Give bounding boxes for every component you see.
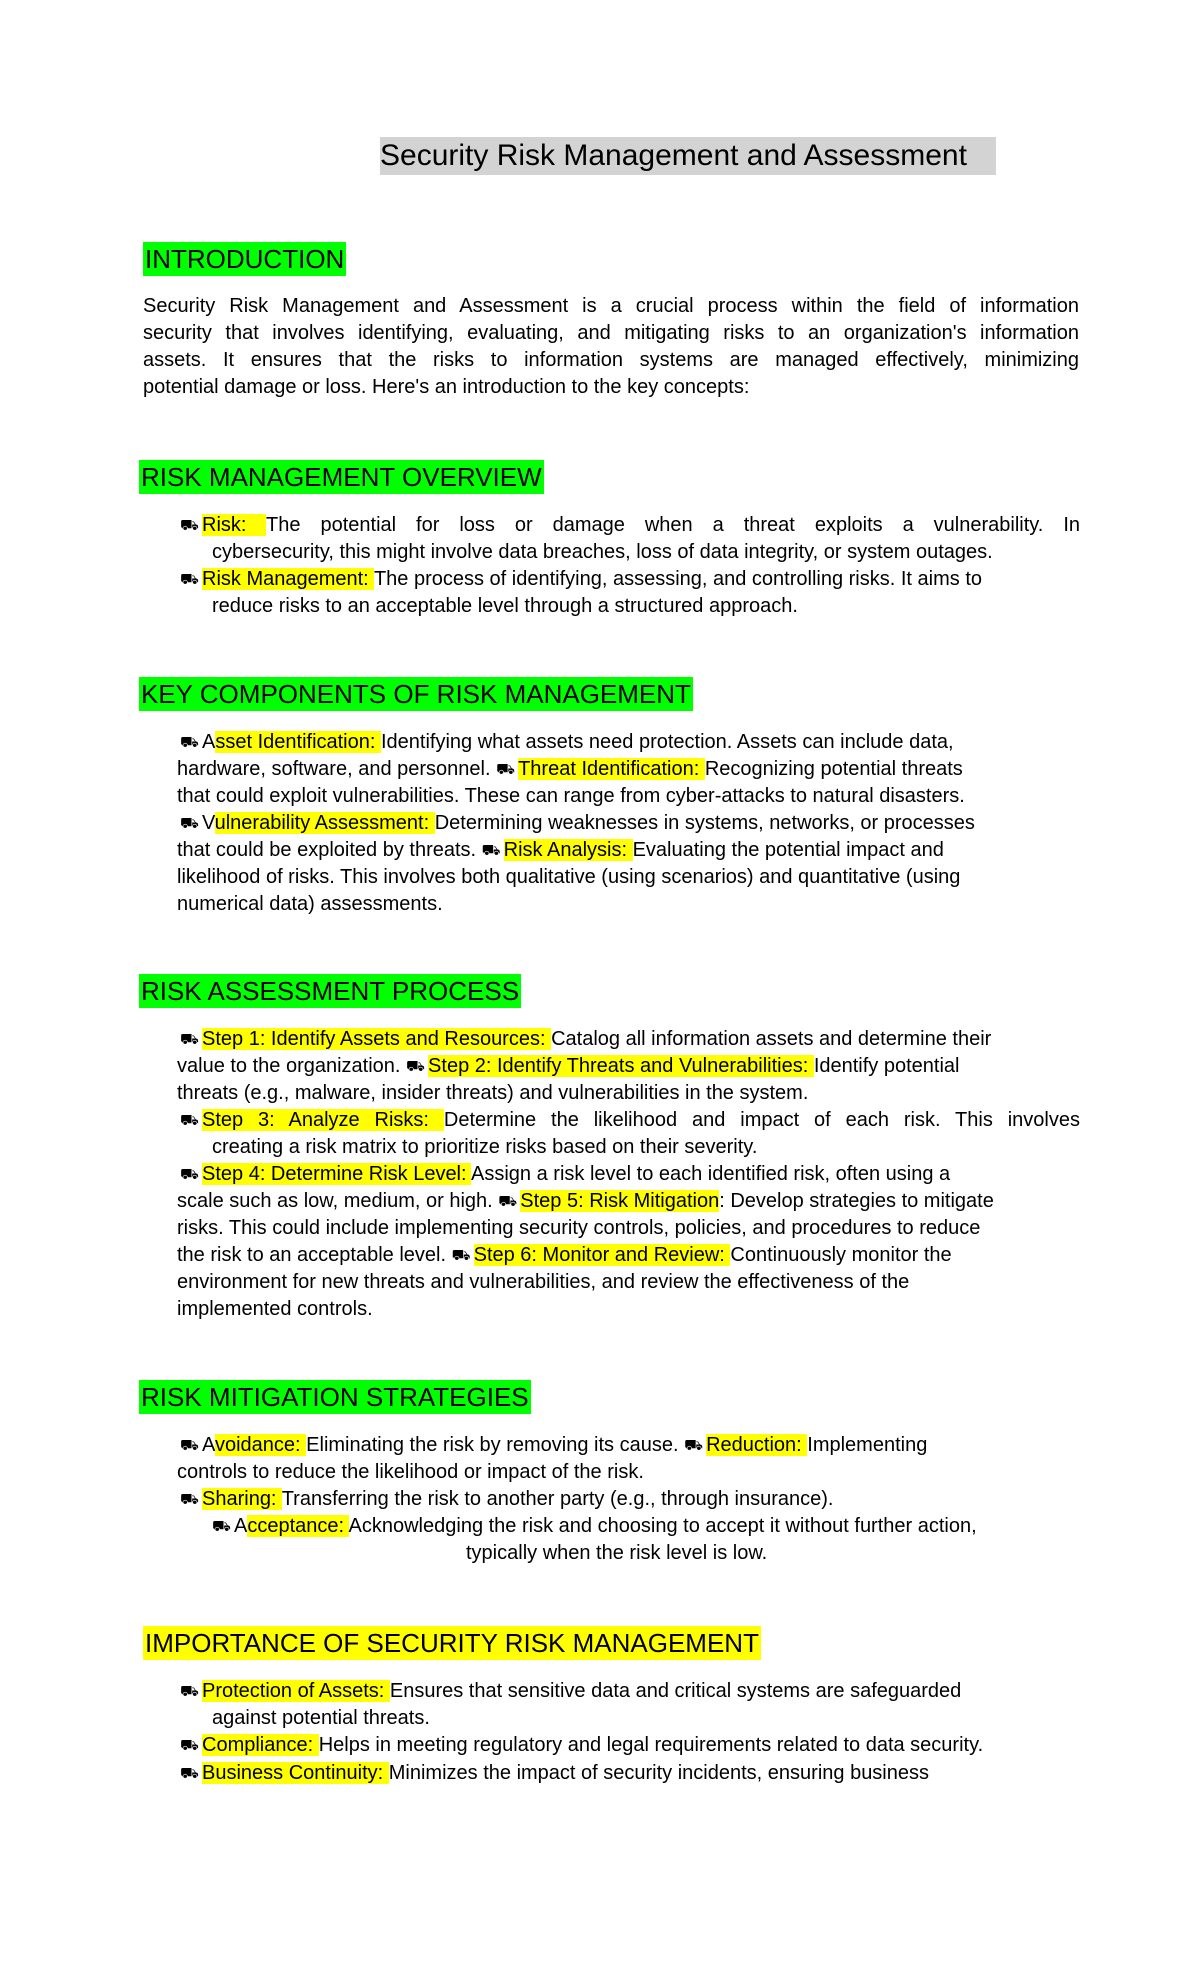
heading-risk-assessment-process: RISK ASSESSMENT PROCESS: [141, 976, 520, 1006]
process-line-9: [177, 1242, 952, 1269]
sharing-label: Sharing:: [202, 1488, 282, 1510]
title-text: Security Risk Management and Assessment: [380, 139, 967, 172]
intro-line-2: security that involves identifying, evaluating, and mitigating risks to an organization's information: [143, 322, 1079, 344]
truck-bullet-icon: ⛟: [180, 1491, 199, 1508]
truck-bullet-icon: ⛟: [180, 815, 199, 832]
process-line-9-text: the risk to an acceptable level.: [177, 1244, 452, 1266]
truck-bullet-icon: ⛟: [180, 571, 199, 588]
process-line-10: environment for new threats and vulnerabilities, and review the effectiveness of the: [177, 1271, 910, 1293]
vulnerability-assessment-label: ulnerability Assessment:: [214, 812, 435, 834]
components-line-5-text: that could be exploited by threats.: [177, 839, 482, 861]
truck-bullet-icon: ⛟: [180, 1437, 199, 1454]
components-line-2: [177, 756, 963, 783]
reduction-label: Reduction:: [706, 1434, 808, 1456]
truck-bullet-icon: ⛟: [180, 1765, 199, 1782]
truck-bullet-icon: ⛟: [180, 1031, 199, 1048]
avoidance-text: Eliminating the risk by removing its cause.: [306, 1434, 685, 1456]
importance-protect-line: [180, 1678, 961, 1705]
components-line-2-text: hardware, software, and personnel.: [177, 758, 497, 780]
mitigation-avoid-line: [180, 1432, 927, 1459]
mitigation-accept-line: [212, 1513, 977, 1540]
protection-text: Ensures that sensitive data and critical systems are safeguarded: [389, 1680, 962, 1702]
compliance-text: Helps in meeting regulatory and legal requirements related to data security.: [318, 1734, 984, 1756]
overview-risk-cont: cybersecurity, this might involve data breaches, loss of data integrity, or system outages.: [212, 541, 993, 563]
truck-bullet-icon: ⛟: [180, 734, 199, 751]
heading-importance: IMPORTANCE OF SECURITY RISK MANAGEMENT: [145, 1628, 759, 1658]
components-asset-line: [180, 729, 954, 756]
truck-bullet-icon: ⛟: [498, 1193, 518, 1210]
step5-text: : Develop strategies to mitigate: [719, 1190, 994, 1212]
truck-bullet-icon: ⛟: [496, 761, 515, 778]
process-line-3: threats (e.g., malware, insider threats) and vulnerabilities in the system.: [177, 1082, 809, 1104]
overview-risk-line: [180, 512, 1080, 539]
risk-text: The potential for loss or damage when a threat exploits a vulnerability. In: [266, 514, 1081, 536]
truck-bullet-icon: ⛟: [481, 842, 501, 859]
importance-continuity-line: [180, 1760, 929, 1787]
acceptance-first-letter: A: [234, 1515, 248, 1537]
process-line-11: implemented controls.: [177, 1298, 373, 1320]
heading-risk-mitigation: RISK MITIGATION STRATEGIES: [141, 1382, 529, 1412]
business-continuity-text: Minimizes the impact of security incidents, ensuring business: [388, 1762, 929, 1784]
step6-label: Step 6: Monitor and Review:: [473, 1244, 731, 1266]
threat-identification-text: Recognizing potential threats: [704, 758, 963, 780]
truck-bullet-icon: ⛟: [180, 517, 199, 534]
mitigation-share-line: [180, 1486, 833, 1513]
step2-text: Identify potential: [813, 1055, 960, 1077]
components-line-3: that could exploit vulnerabilities. These can range from cyber-attacks to natural disasters.: [177, 785, 965, 807]
step4-label: Step 4: Determine Risk Level:: [202, 1163, 472, 1185]
risk-analysis-label: Risk Analysis:: [503, 839, 633, 861]
business-continuity-label: Business Continuity:: [202, 1762, 389, 1784]
step3-text: Determine the likelihood and impact of each risk. This involves: [443, 1109, 1080, 1131]
importance-protect-cont: against potential threats.: [212, 1707, 430, 1729]
truck-bullet-icon: ⛟: [180, 1683, 199, 1700]
step1-label: Step 1: Identify Assets and Resources:: [202, 1028, 552, 1050]
risk-analysis-text: Evaluating the potential impact and: [632, 839, 944, 861]
risk-management-text: The process of identifying, assessing, and controlling risks. It aims to: [373, 568, 982, 590]
acceptance-text: Acknowledging the risk and choosing to accept it without further action,: [348, 1515, 977, 1537]
step2-label: Step 2: Identify Threats and Vulnerabilities:: [428, 1055, 814, 1077]
step3-label: Step 3: Analyze Risks:: [202, 1109, 444, 1131]
process-line-7: [177, 1188, 994, 1215]
process-line-8: risks. This could include implementing security controls, policies, and procedures to reduce: [177, 1217, 981, 1239]
process-line-2-text: value to the organization.: [177, 1055, 407, 1077]
overview-rm-cont: reduce risks to an acceptable level through a structured approach.: [212, 595, 798, 617]
overview-rm-line: [180, 566, 982, 593]
asset-identification-label: sset Identification:: [215, 731, 381, 753]
intro-line-1: Security Risk Management and Assessment is a crucial process within the field of information: [143, 295, 1079, 317]
truck-bullet-icon: ⛟: [684, 1437, 703, 1454]
vuln-first-letter: V: [202, 812, 215, 834]
risk-management-label: Risk Management:: [202, 568, 374, 590]
asset-identification-text: Identifying what assets need protection. Assets can include data,: [381, 731, 954, 753]
avoidance-label: voidance:: [214, 1434, 307, 1456]
step1-text: Catalog all information assets and determine their: [551, 1028, 992, 1050]
step6-text: Continuously monitor the: [730, 1244, 952, 1266]
truck-bullet-icon: ⛟: [180, 1166, 199, 1183]
components-line-6: likelihood of risks. This involves both qualitative (using scenarios) and quantitative (using: [177, 866, 961, 888]
heading-introduction: INTRODUCTION: [145, 244, 345, 274]
vulnerability-assessment-text: Determining weaknesses in systems, networks, or processes: [434, 812, 975, 834]
process-step1-line: [180, 1026, 991, 1053]
compliance-label: Compliance:: [202, 1734, 319, 1756]
step4-text: Assign a risk level to each identified risk, often using a: [471, 1163, 951, 1185]
heading-key-components: KEY COMPONENTS OF RISK MANAGEMENT: [141, 679, 691, 709]
step5-label: Step 5: Risk Mitigation: [520, 1190, 720, 1212]
mitigation-line-2: controls to reduce the likelihood or impact of the risk.: [177, 1461, 644, 1483]
heading-risk-management-overview: RISK MANAGEMENT OVERVIEW: [141, 462, 542, 492]
mitigation-line-5: typically when the risk level is low.: [466, 1542, 768, 1564]
intro-line-3: assets. It ensures that the risks to information systems are managed effectively, minimizing: [143, 349, 1079, 371]
components-line-7: numerical data) assessments.: [177, 893, 443, 915]
sharing-text: Transferring the risk to another party (e.g., through insurance).: [281, 1488, 834, 1510]
reduction-text: Implementing: [807, 1434, 928, 1456]
truck-bullet-icon: ⛟: [180, 1737, 199, 1754]
truck-bullet-icon: ⛟: [212, 1518, 231, 1535]
threat-identification-label: Threat Identification:: [518, 758, 705, 780]
intro-line-4: potential damage or loss. Here's an introduction to the key concepts:: [143, 376, 750, 398]
process-line-5: creating a risk matrix to prioritize risks based on their severity.: [212, 1136, 758, 1158]
asset-first-letter: A: [202, 731, 216, 753]
truck-bullet-icon: ⛟: [406, 1058, 425, 1075]
process-step3-line: [180, 1107, 1080, 1134]
importance-comply-line: [180, 1732, 983, 1759]
process-line-2: [177, 1053, 959, 1080]
acceptance-label: cceptance:: [247, 1515, 349, 1537]
protection-label: Protection of Assets:: [202, 1680, 390, 1702]
avoidance-first-letter: A: [202, 1434, 215, 1456]
process-line-7-text: scale such as low, medium, or high.: [177, 1190, 499, 1212]
process-step4-line: [180, 1161, 950, 1188]
truck-bullet-icon: ⛟: [451, 1247, 471, 1264]
document-title: [380, 137, 996, 175]
risk-label: Risk:: [202, 514, 267, 536]
components-vuln-line: [180, 810, 975, 837]
truck-bullet-icon: ⛟: [180, 1112, 199, 1129]
components-line-5: [177, 837, 944, 864]
